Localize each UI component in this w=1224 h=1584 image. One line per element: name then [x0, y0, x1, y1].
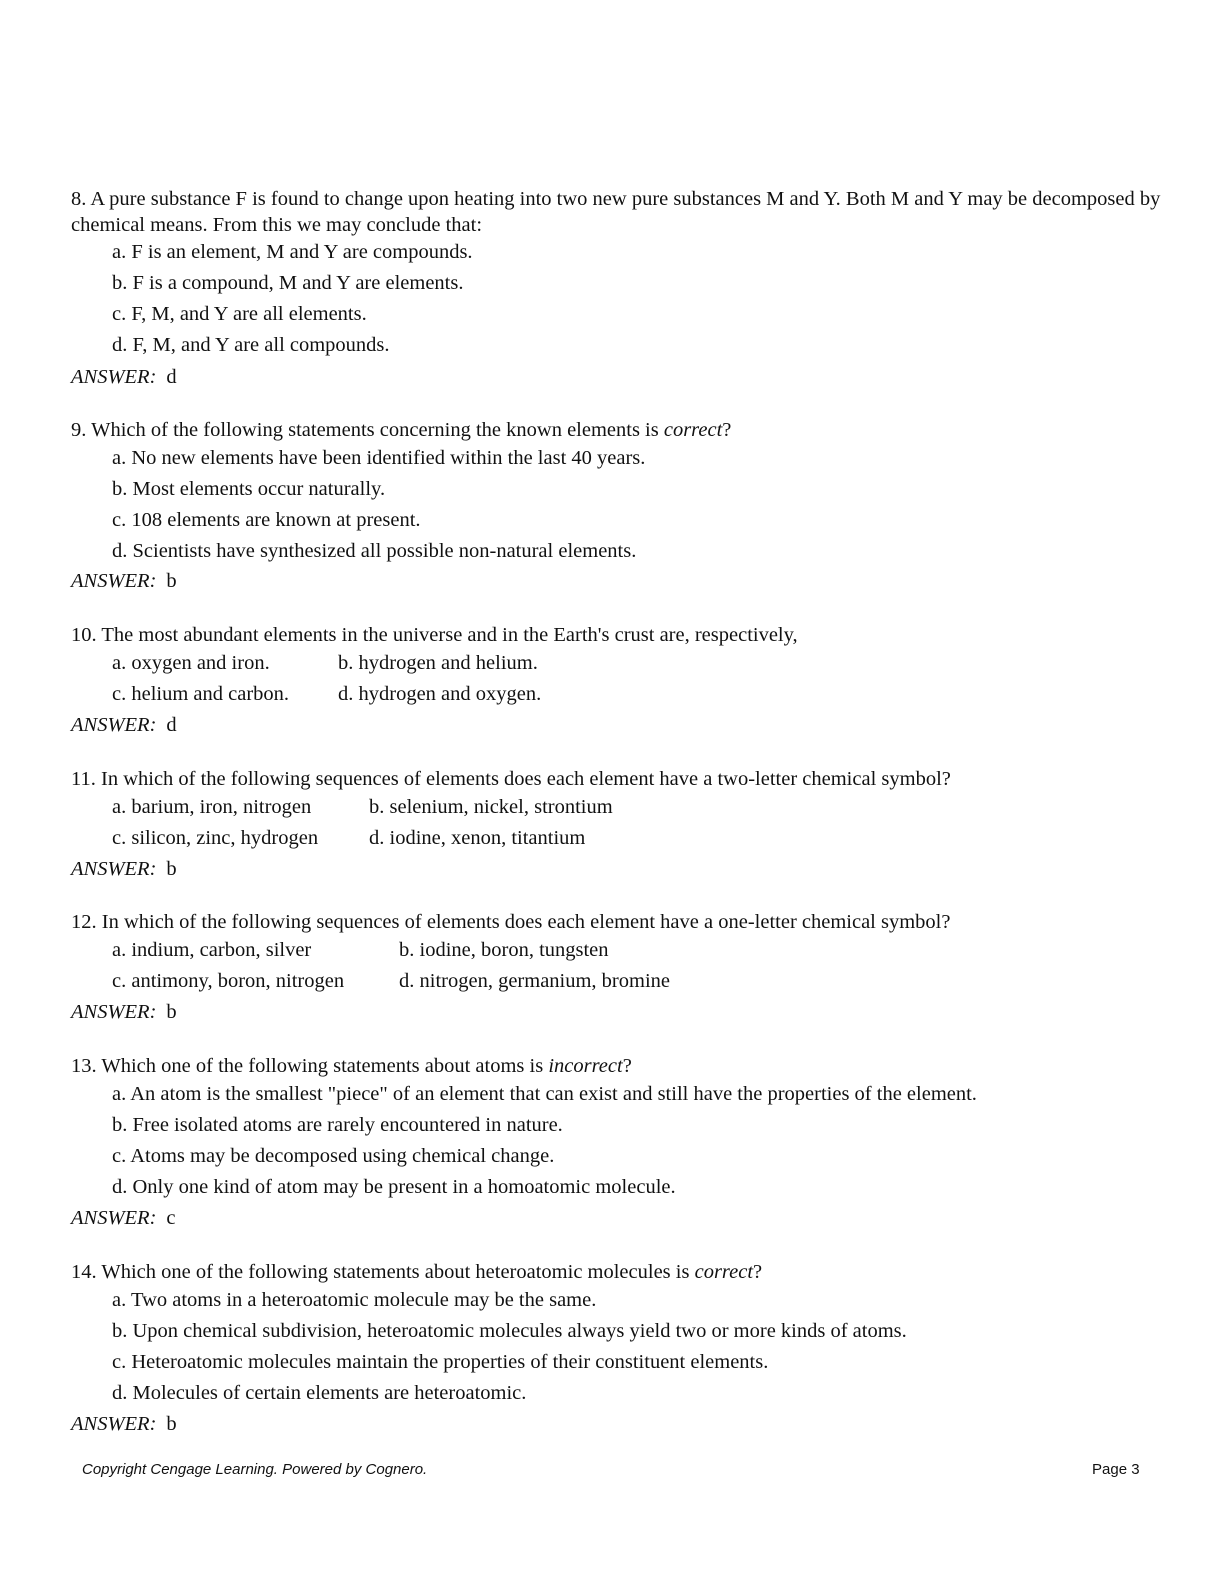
answer-option: b. hydrogen and helium.	[338, 652, 538, 674]
answer-option: a. indium, carbon, silver	[112, 939, 312, 961]
answer-value: b	[166, 1413, 177, 1435]
answer-option: c. Atoms may be decomposed using chemical change.	[112, 1145, 555, 1167]
answer-option: a. An atom is the smallest "piece" of an element that can exist and still have the properties of the element.	[112, 1083, 977, 1105]
answer-label: ANSWER:	[71, 1413, 157, 1435]
answer-line	[71, 1205, 176, 1231]
copyright-notice: Copyright Cengage Learning. Powered by Cognero.	[82, 1461, 428, 1478]
answer-option: d. Only one kind of atom may be present in a homoatomic molecule.	[112, 1176, 676, 1198]
answer-label: ANSWER:	[71, 1207, 157, 1229]
answer-option: a. barium, iron, nitrogen	[112, 796, 312, 818]
answer-option: b. Upon chemical subdivision, heteroatomic molecules always yield two or more kinds of atoms.	[112, 1320, 907, 1342]
answer-line	[71, 999, 177, 1025]
answer-option: b. Free isolated atoms are rarely encountered in nature.	[112, 1114, 563, 1136]
question-stem: 9. Which of the following statements concerning the known elements is correct?	[71, 419, 732, 441]
question-stem: 13. Which one of the following statements about atoms is incorrect?	[71, 1055, 632, 1077]
answer-line	[71, 712, 177, 738]
answer-option: a. Two atoms in a heteroatomic molecule may be the same.	[112, 1289, 597, 1311]
answer-option: d. hydrogen and oxygen.	[338, 683, 542, 705]
emphasis: incorrect	[548, 1055, 623, 1077]
question-9	[71, 417, 1171, 443]
answer-option: d. nitrogen, germanium, bromine	[399, 970, 670, 992]
answer-option: b. selenium, nickel, strontium	[369, 796, 613, 818]
answer-option: b. iodine, boron, tungsten	[399, 939, 609, 961]
question-12	[71, 909, 1171, 935]
answer-option: c. F, M, and Y are all elements.	[112, 303, 367, 325]
answer-option: a. oxygen and iron.	[112, 652, 270, 674]
question-10	[71, 622, 1171, 648]
page-number: Page 3	[1092, 1461, 1140, 1478]
answer-option: c. Heteroatomic molecules maintain the properties of their constituent elements.	[112, 1351, 769, 1373]
question-14	[71, 1259, 1171, 1285]
answer-value: c	[166, 1207, 176, 1229]
answer-label: ANSWER:	[71, 366, 157, 388]
answer-line	[71, 856, 177, 882]
answer-value: d	[166, 366, 177, 388]
emphasis: correct	[663, 419, 723, 441]
question-11	[71, 766, 1171, 792]
answer-label: ANSWER:	[71, 570, 157, 592]
answer-line	[71, 1411, 177, 1437]
question-stem: 14. Which one of the following statements about heteroatomic molecules is correct?	[71, 1261, 763, 1283]
emphasis: correct	[694, 1261, 754, 1283]
question-stem: 12. In which of the following sequences of elements does each element have a one-letter chemical symbol?	[71, 911, 951, 933]
question-8	[71, 186, 1171, 238]
answer-line	[71, 364, 177, 390]
answer-option: c. 108 elements are known at present.	[112, 509, 421, 531]
answer-label: ANSWER:	[71, 714, 157, 736]
answer-option: a. No new elements have been identified within the last 40 years.	[112, 447, 646, 469]
answer-option: b. F is a compound, M and Y are elements.	[112, 272, 464, 294]
answer-option: c. helium and carbon.	[112, 683, 290, 705]
answer-label: ANSWER:	[71, 858, 157, 880]
answer-value: b	[166, 1001, 177, 1023]
answer-option: c. silicon, zinc, hydrogen	[112, 827, 319, 849]
answer-option: b. Most elements occur naturally.	[112, 478, 386, 500]
answer-option: c. antimony, boron, nitrogen	[112, 970, 345, 992]
question-stem: 11. In which of the following sequences of elements does each element have a two-letter chemical symbol?	[71, 768, 951, 790]
answer-value: d	[166, 714, 177, 736]
answer-value: b	[166, 570, 177, 592]
question-stem: 10. The most abundant elements in the universe and in the Earth's crust are, respectively,	[71, 624, 798, 646]
question-13	[71, 1053, 1171, 1079]
question-stem: 8. A pure substance F is found to change upon heating into two new pure substances M and Y. Both M and Y may be decomposed by chemical means. From this we may conclude that:	[71, 188, 1161, 236]
answer-line	[71, 568, 177, 594]
answer-option: d. Molecules of certain elements are heteroatomic.	[112, 1382, 527, 1404]
answer-label: ANSWER:	[71, 1001, 157, 1023]
answer-value: b	[166, 858, 177, 880]
answer-option: d. Scientists have synthesized all possible non-natural elements.	[112, 540, 637, 562]
answer-option: d. iodine, xenon, titantium	[369, 827, 586, 849]
answer-option: a. F is an element, M and Y are compounds.	[112, 241, 473, 263]
answer-option: d. F, M, and Y are all compounds.	[112, 334, 390, 356]
